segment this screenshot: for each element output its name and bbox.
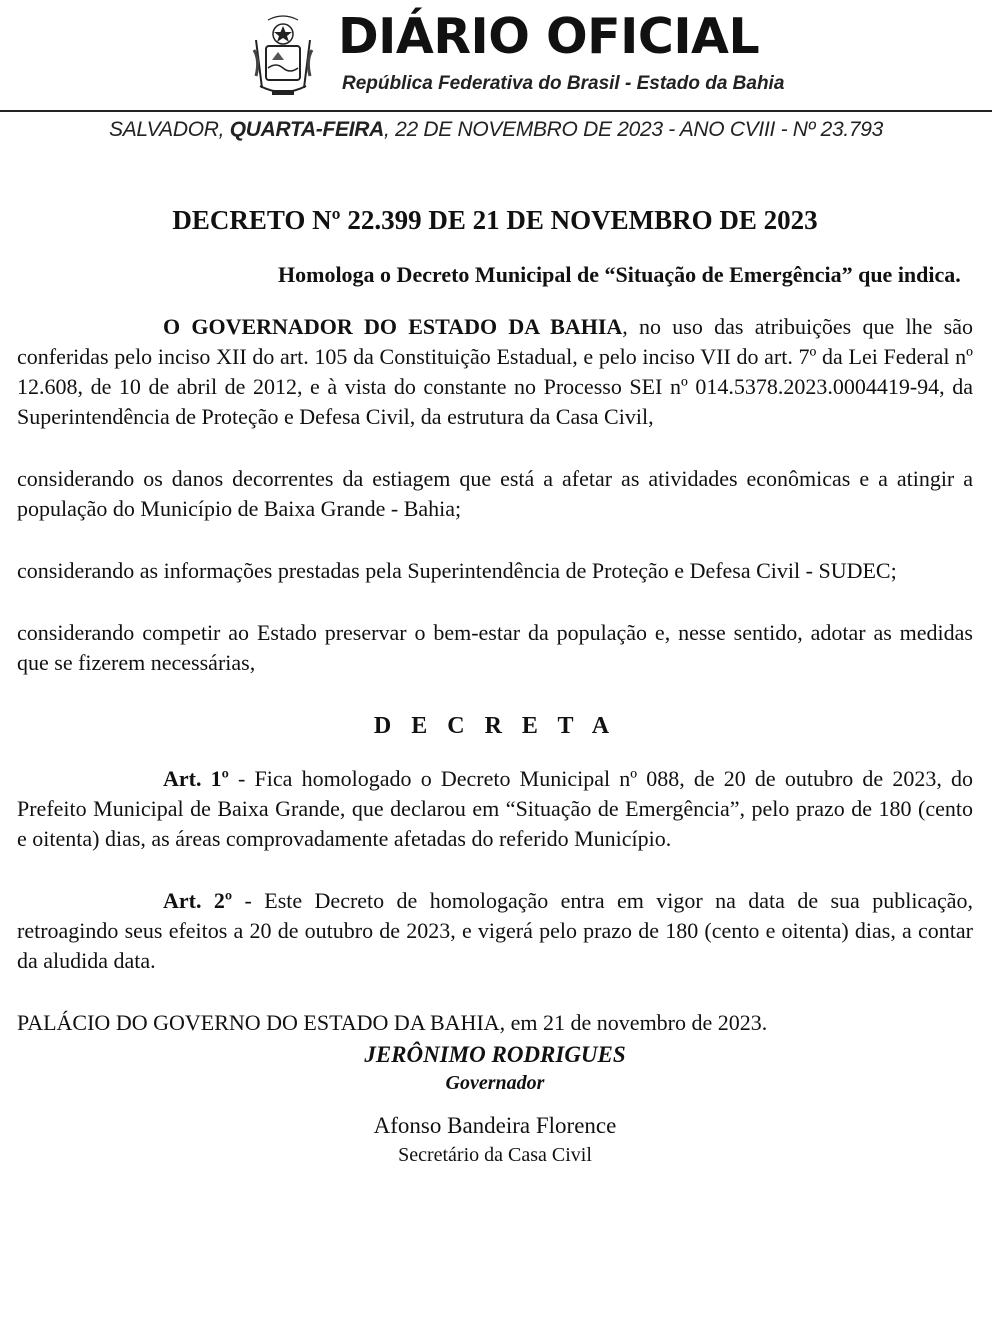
considerando-3: considerando competir ao Estado preservar o bem-estar da população e, nesse sentido, adotar as medidas que se fizerem necessárias, bbox=[17, 620, 973, 675]
preamble bbox=[17, 312, 973, 432]
decree-title: DECRETO Nº 22.399 DE 21 DE NOVEMBRO DE 2023 bbox=[172, 205, 818, 235]
decree-ementa: Homologa o Decreto Municipal de “Situação de Emergência” que indica. bbox=[278, 262, 961, 287]
dateline bbox=[0, 118, 992, 142]
newspaper-subtitle: República Federativa do Brasil - Estado da Bahia bbox=[342, 73, 785, 94]
preamble-authority: O GOVERNADOR DO ESTADO DA BAHIA bbox=[163, 314, 623, 339]
article-1-label: Art. 1º bbox=[163, 766, 229, 791]
newspaper-title: DIÁRIO OFICIAL bbox=[338, 8, 760, 65]
secretary-role: Secretário da Casa Civil bbox=[398, 1144, 592, 1166]
article-2 bbox=[17, 886, 973, 976]
considerando-2: considerando as informações prestadas pela Superintendência de Proteção e Defesa Civil - SUDEC; bbox=[17, 558, 897, 583]
article-1 bbox=[17, 764, 973, 854]
dateline-rest: , 22 DE NOVEMBRO DE 2023 - ANO CVIII - Nº 23.793 bbox=[384, 118, 884, 141]
decree-body bbox=[17, 200, 973, 1168]
preamble-text: , no uso das atribuições que lhe são conferidas pelo inciso XII do art. 105 da Constituição Estadual, e pelo inciso VII do art. 7º da Lei Federal nº 12.608, de 10 de abril de 2012, e à vista do constante no Processo SEI nº 014.5378.2023.0004419-94, da Superintendência de Proteção e Defesa Civil, da estrutura da Casa Civil, bbox=[17, 314, 973, 429]
governor-name: JERÔNIMO RODRIGUES bbox=[364, 1042, 626, 1067]
governor-role: Governador bbox=[445, 1072, 545, 1094]
article-2-text: - Este Decreto de homologação entra em vigor na data de sua publicação, retroagindo seus efeitos a 20 de outubro de 2023, e vigerá pelo prazo de 180 (cento e oitenta) dias, a contar da aludida data. bbox=[17, 888, 973, 973]
article-1-text: - Fica homologado o Decreto Municipal nº 088, de 20 de outubro de 2023, do Prefeito Municipal de Baixa Grande, que declarou em “Situação de Emergência”, pelo prazo de 180 (cento e oitenta) dias, as áreas comprovadamente afetadas do referido Município. bbox=[17, 766, 973, 851]
header-divider bbox=[0, 110, 992, 112]
considerando-1: considerando os danos decorrentes da estiagem que está a afetar as atividades econômicas e a atingir a população do Município de Baixa Grande - Bahia; bbox=[17, 466, 973, 521]
decreta-heading: D E C R E T A bbox=[373, 713, 617, 739]
dateline-weekday: QUARTA-FEIRA bbox=[229, 118, 384, 141]
dateline-city: SALVADOR, bbox=[108, 118, 230, 141]
secretary-name: Afonso Bandeira Florence bbox=[373, 1113, 617, 1138]
article-2-label: Art. 2º bbox=[163, 888, 233, 913]
masthead bbox=[0, 0, 992, 112]
closing-line: PALÁCIO DO GOVERNO DO ESTADO DA BAHIA, em 21 de novembro de 2023. bbox=[17, 1010, 768, 1035]
bahia-coat-of-arms-icon bbox=[246, 10, 320, 100]
